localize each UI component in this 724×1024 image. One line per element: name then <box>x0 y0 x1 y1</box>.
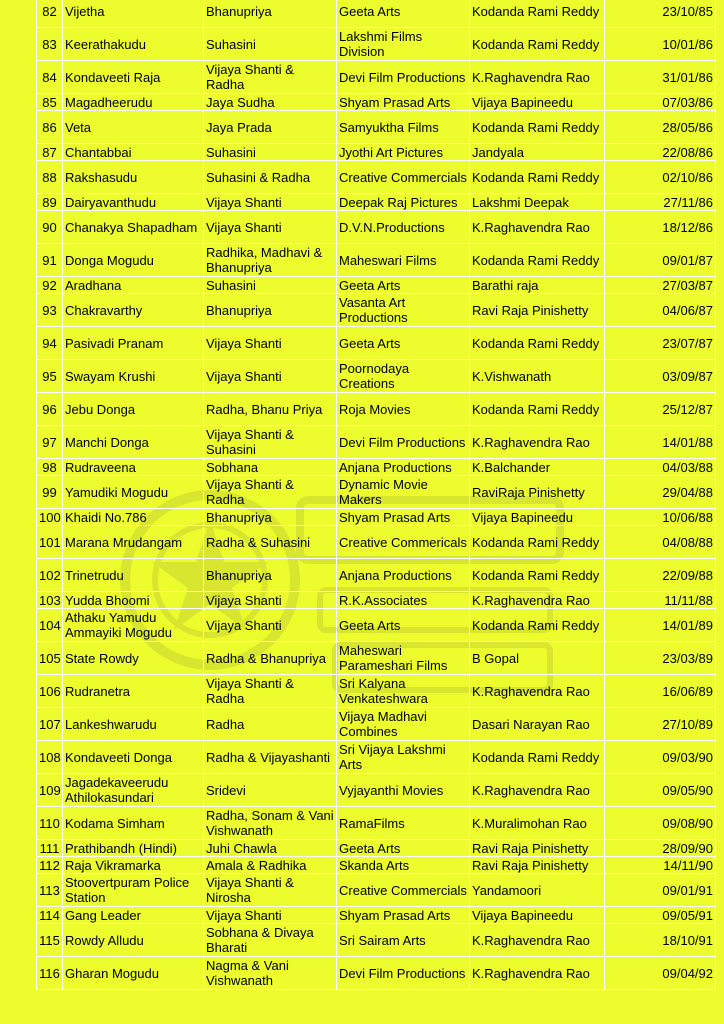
film-number: 109 <box>37 774 63 807</box>
film-release-date: 23/07/87 <box>605 327 716 360</box>
film-banner: Shyam Prasad Arts <box>337 907 470 924</box>
table-row <box>37 426 716 459</box>
film-heroine: Suhasini <box>204 144 337 161</box>
table-row <box>37 840 716 857</box>
film-number: 115 <box>37 924 63 957</box>
film-number: 91 <box>37 244 63 277</box>
filmography-rows <box>37 0 716 990</box>
film-banner: Shyam Prasad Arts <box>337 509 470 526</box>
film-director: Kodanda Rami Reddy <box>470 609 605 642</box>
film-number: 87 <box>37 144 63 161</box>
film-release-date: 14/11/90 <box>605 857 716 874</box>
film-title: Swayam Krushi <box>63 360 204 393</box>
film-title: Marana Mrudangam <box>63 526 204 559</box>
film-banner: D.V.N.Productions <box>337 211 470 244</box>
film-release-date: 14/01/89 <box>605 609 716 642</box>
film-release-date: 09/08/90 <box>605 807 716 840</box>
film-director: Kodanda Rami Reddy <box>470 393 605 426</box>
film-heroine: Vijaya Shanti <box>204 194 337 211</box>
film-banner: Creative Commericals <box>337 526 470 559</box>
film-title: Veta <box>63 111 204 144</box>
film-director: Kodanda Rami Reddy <box>470 28 605 61</box>
film-heroine: Radha, Sonam & Vani Vishwanath <box>204 807 337 840</box>
table-row <box>37 509 716 526</box>
film-heroine: Radha & Suhasini <box>204 526 337 559</box>
film-release-date: 09/04/92 <box>605 957 716 990</box>
film-director: Kodanda Rami Reddy <box>470 161 605 194</box>
film-number: 97 <box>37 426 63 459</box>
table-row <box>37 111 716 144</box>
film-title: Manchi Donga <box>63 426 204 459</box>
film-director: K.Muralimohan Rao <box>470 807 605 840</box>
film-banner: Lakshmi Films Division <box>337 28 470 61</box>
film-release-date: 16/06/89 <box>605 675 716 708</box>
film-director: Ravi Raja Pinishetty <box>470 840 605 857</box>
film-number: 89 <box>37 194 63 211</box>
film-banner: Jyothi Art Pictures <box>337 144 470 161</box>
film-banner: Sri Vijaya Lakshmi Arts <box>337 741 470 774</box>
film-release-date: 28/09/90 <box>605 840 716 857</box>
film-director: Dasari Narayan Rao <box>470 708 605 741</box>
film-banner: Vyjayanthi Movies <box>337 774 470 807</box>
film-release-date: 11/11/88 <box>605 592 716 609</box>
film-director: K.Raghavendra Rao <box>470 61 605 94</box>
film-director: K.Vishwanath <box>470 360 605 393</box>
film-number: 98 <box>37 459 63 476</box>
film-banner: Skanda Arts <box>337 857 470 874</box>
film-heroine: Vijaya Shanti & Radha <box>204 61 337 94</box>
film-release-date: 23/10/85 <box>605 0 716 28</box>
film-banner: Devi Film Productions <box>337 426 470 459</box>
table-row <box>37 161 716 194</box>
table-row <box>37 194 716 211</box>
table-row <box>37 61 716 94</box>
film-number: 107 <box>37 708 63 741</box>
film-release-date: 02/10/86 <box>605 161 716 194</box>
table-row <box>37 874 716 907</box>
film-title: Jagadekaveerudu Athilokasundari <box>63 774 204 807</box>
table-row <box>37 211 716 244</box>
film-heroine: Bhanupriya <box>204 0 337 28</box>
film-release-date: 14/01/88 <box>605 426 716 459</box>
film-number: 113 <box>37 874 63 907</box>
film-release-date: 27/10/89 <box>605 708 716 741</box>
film-release-date: 27/03/87 <box>605 277 716 294</box>
film-director: K.Raghavendra Rao <box>470 774 605 807</box>
table-row <box>37 28 716 61</box>
table-row <box>37 294 716 327</box>
film-number: 102 <box>37 559 63 592</box>
film-number: 86 <box>37 111 63 144</box>
film-number: 111 <box>37 840 63 857</box>
film-heroine: Radha <box>204 708 337 741</box>
film-number: 104 <box>37 609 63 642</box>
film-release-date: 22/09/88 <box>605 559 716 592</box>
film-banner: Sri Sairam Arts <box>337 924 470 957</box>
table-row <box>37 327 716 360</box>
film-release-date: 09/05/91 <box>605 907 716 924</box>
film-director: Kodanda Rami Reddy <box>470 244 605 277</box>
film-heroine: Radha & Vijayashanti <box>204 741 337 774</box>
film-number: 114 <box>37 907 63 924</box>
film-release-date: 09/05/90 <box>605 774 716 807</box>
film-heroine: Radha, Bhanu Priya <box>204 393 337 426</box>
film-director: K.Raghavendra Rao <box>470 675 605 708</box>
film-director: Kodanda Rami Reddy <box>470 741 605 774</box>
film-heroine: Bhanupriya <box>204 509 337 526</box>
film-heroine: Suhasini <box>204 28 337 61</box>
film-release-date: 29/04/88 <box>605 476 716 509</box>
film-title: Khaidi No.786 <box>63 509 204 526</box>
film-number: 95 <box>37 360 63 393</box>
film-title: Stoovertpuram Police Station <box>63 874 204 907</box>
film-banner: Samyuktha Films <box>337 111 470 144</box>
film-release-date: 10/01/86 <box>605 28 716 61</box>
table-row <box>37 360 716 393</box>
film-banner: Maheswari Parameshari Films <box>337 642 470 675</box>
film-release-date: 04/06/87 <box>605 294 716 327</box>
film-title: Gang Leader <box>63 907 204 924</box>
film-heroine: Vijaya Shanti <box>204 609 337 642</box>
film-heroine: Nagma & Vani Vishwanath <box>204 957 337 990</box>
film-title: Lankeshwarudu <box>63 708 204 741</box>
film-banner: Sri Kalyana Venkateshwara <box>337 675 470 708</box>
film-banner: Vasanta Art Productions <box>337 294 470 327</box>
table-row <box>37 741 716 774</box>
film-release-date: 22/08/86 <box>605 144 716 161</box>
film-banner: R.K.Associates <box>337 592 470 609</box>
film-director: Vijaya Bapineedu <box>470 94 605 111</box>
film-heroine: Radha & Bhanupriya <box>204 642 337 675</box>
film-banner: Devi Film Productions <box>337 957 470 990</box>
film-release-date: 23/03/89 <box>605 642 716 675</box>
film-number: 85 <box>37 94 63 111</box>
film-banner: Maheswari Films <box>337 244 470 277</box>
film-title: Kodama Simham <box>63 807 204 840</box>
film-heroine: Suhasini & Radha <box>204 161 337 194</box>
film-title: Kondaveeti Donga <box>63 741 204 774</box>
film-number: 84 <box>37 61 63 94</box>
film-heroine: Sobhana <box>204 459 337 476</box>
film-title: State Rowdy <box>63 642 204 675</box>
film-title: Yudda Bhoomi <box>63 592 204 609</box>
film-number: 82 <box>37 0 63 28</box>
film-title: Kondaveeti Raja <box>63 61 204 94</box>
film-title: Rowdy Alludu <box>63 924 204 957</box>
film-heroine: Vijaya Shanti <box>204 907 337 924</box>
film-release-date: 18/10/91 <box>605 924 716 957</box>
film-banner: Anjana Productions <box>337 459 470 476</box>
film-release-date: 10/06/88 <box>605 509 716 526</box>
film-director: K.Raghavendra Rao <box>470 924 605 957</box>
film-banner: Roja Movies <box>337 393 470 426</box>
film-title: Keerathakudu <box>63 28 204 61</box>
film-director: Vijaya Bapineedu <box>470 907 605 924</box>
table-row <box>37 907 716 924</box>
table-row <box>37 559 716 592</box>
film-director: K.Raghavendra Rao <box>470 957 605 990</box>
table-row <box>37 592 716 609</box>
film-number: 116 <box>37 957 63 990</box>
table-row <box>37 459 716 476</box>
film-banner: Creative Commercials <box>337 874 470 907</box>
table-row <box>37 807 716 840</box>
film-title: Chakravarthy <box>63 294 204 327</box>
film-release-date: 18/12/86 <box>605 211 716 244</box>
film-heroine: Vijaya Shanti <box>204 327 337 360</box>
film-director: Kodanda Rami Reddy <box>470 327 605 360</box>
film-banner: Poornodaya Creations <box>337 360 470 393</box>
film-number: 92 <box>37 277 63 294</box>
film-title: Chanakya Shapadham <box>63 211 204 244</box>
film-number: 101 <box>37 526 63 559</box>
film-director: Kodanda Rami Reddy <box>470 0 605 28</box>
table-row <box>37 675 716 708</box>
film-title: Chantabbai <box>63 144 204 161</box>
film-title: Aradhana <box>63 277 204 294</box>
film-title: Rudraveena <box>63 459 204 476</box>
film-banner: Vijaya Madhavi Combines <box>337 708 470 741</box>
film-heroine: Vijaya Shanti <box>204 592 337 609</box>
table-row <box>37 144 716 161</box>
film-director: K.Raghavendra Rao <box>470 211 605 244</box>
film-heroine: Radhika, Madhavi & Bhanupriya <box>204 244 337 277</box>
film-director: Barathi raja <box>470 277 605 294</box>
film-director: Ravi Raja Pinishetty <box>470 857 605 874</box>
film-heroine: Juhi Chawla <box>204 840 337 857</box>
film-heroine: Amala & Radhika <box>204 857 337 874</box>
film-number: 106 <box>37 675 63 708</box>
film-number: 90 <box>37 211 63 244</box>
film-release-date: 03/09/87 <box>605 360 716 393</box>
table-row <box>37 244 716 277</box>
film-heroine: Sridevi <box>204 774 337 807</box>
film-heroine: Jaya Sudha <box>204 94 337 111</box>
film-director: Lakshmi Deepak <box>470 194 605 211</box>
film-number: 100 <box>37 509 63 526</box>
film-title: Jebu Donga <box>63 393 204 426</box>
film-title: Gharan Mogudu <box>63 957 204 990</box>
film-title: Dairyavanthudu <box>63 194 204 211</box>
film-title: Raja Vikramarka <box>63 857 204 874</box>
film-release-date: 31/01/86 <box>605 61 716 94</box>
film-heroine: Vijaya Shanti & Nirosha <box>204 874 337 907</box>
film-director: B Gopal <box>470 642 605 675</box>
film-director: Yandamoori <box>470 874 605 907</box>
film-heroine: Bhanupriya <box>204 294 337 327</box>
film-banner: Creative Commercials <box>337 161 470 194</box>
table-row <box>37 526 716 559</box>
film-heroine: Vijaya Shanti <box>204 360 337 393</box>
table-row <box>37 277 716 294</box>
film-release-date: 25/12/87 <box>605 393 716 426</box>
film-title: Pasivadi Pranam <box>63 327 204 360</box>
film-heroine: Vijaya Shanti & Radha <box>204 476 337 509</box>
film-director: Vijaya Bapineedu <box>470 509 605 526</box>
film-release-date: 09/01/91 <box>605 874 716 907</box>
table-row <box>37 957 716 990</box>
film-banner: RamaFilms <box>337 807 470 840</box>
table-row <box>37 94 716 111</box>
film-number: 99 <box>37 476 63 509</box>
film-director: K.Balchander <box>470 459 605 476</box>
film-director: Ravi Raja Pinishetty <box>470 294 605 327</box>
film-director: K.Raghavendra Rao <box>470 592 605 609</box>
film-number: 96 <box>37 393 63 426</box>
film-heroine: Sobhana & Divaya Bharati <box>204 924 337 957</box>
film-release-date: 28/05/86 <box>605 111 716 144</box>
film-director: Kodanda Rami Reddy <box>470 526 605 559</box>
film-banner: Geeta Arts <box>337 840 470 857</box>
film-release-date: 04/03/88 <box>605 459 716 476</box>
film-release-date: 07/03/86 <box>605 94 716 111</box>
film-title: Vijetha <box>63 0 204 28</box>
table-row <box>37 476 716 509</box>
film-director: RaviRaja Pinishetty <box>470 476 605 509</box>
table-row <box>37 609 716 642</box>
film-release-date: 09/03/90 <box>605 741 716 774</box>
film-title: Athaku Yamudu Ammayiki Mogudu <box>63 609 204 642</box>
film-number: 83 <box>37 28 63 61</box>
film-title: Trinetrudu <box>63 559 204 592</box>
film-number: 93 <box>37 294 63 327</box>
film-title: Donga Mogudu <box>63 244 204 277</box>
table-row <box>37 774 716 807</box>
film-banner: Anjana Productions <box>337 559 470 592</box>
film-heroine: Vijaya Shanti <box>204 211 337 244</box>
film-title: Yamudiki Mogudu <box>63 476 204 509</box>
film-number: 112 <box>37 857 63 874</box>
film-number: 105 <box>37 642 63 675</box>
film-number: 88 <box>37 161 63 194</box>
film-release-date: 27/11/86 <box>605 194 716 211</box>
table-row <box>37 393 716 426</box>
film-number: 108 <box>37 741 63 774</box>
film-banner: Geeta Arts <box>337 609 470 642</box>
film-banner: Deepak Raj Pictures <box>337 194 470 211</box>
film-title: Rudranetra <box>63 675 204 708</box>
film-heroine: Bhanupriya <box>204 559 337 592</box>
film-heroine: Vijaya Shanti & Radha <box>204 675 337 708</box>
film-banner: Shyam Prasad Arts <box>337 94 470 111</box>
table-row <box>37 0 716 28</box>
table-row <box>37 857 716 874</box>
film-number: 110 <box>37 807 63 840</box>
film-release-date: 04/08/88 <box>605 526 716 559</box>
film-banner: Geeta Arts <box>337 277 470 294</box>
film-banner: Geeta Arts <box>337 327 470 360</box>
table-row <box>37 642 716 675</box>
table-row <box>37 924 716 957</box>
film-number: 94 <box>37 327 63 360</box>
film-director: Kodanda Rami Reddy <box>470 111 605 144</box>
film-heroine: Jaya Prada <box>204 111 337 144</box>
film-director: K.Raghavendra Rao <box>470 426 605 459</box>
filmography-table <box>36 0 716 990</box>
film-banner: Geeta Arts <box>337 0 470 28</box>
film-director: Kodanda Rami Reddy <box>470 559 605 592</box>
film-heroine: Suhasini <box>204 277 337 294</box>
table-row <box>37 708 716 741</box>
film-title: Magadheerudu <box>63 94 204 111</box>
film-release-date: 09/01/87 <box>605 244 716 277</box>
film-number: 103 <box>37 592 63 609</box>
film-director: Jandyala <box>470 144 605 161</box>
film-heroine: Vijaya Shanti & Suhasini <box>204 426 337 459</box>
film-banner: Dynamic Movie Makers <box>337 476 470 509</box>
film-title: Rakshasudu <box>63 161 204 194</box>
film-title: Prathibandh (Hindi) <box>63 840 204 857</box>
film-banner: Devi Film Productions <box>337 61 470 94</box>
